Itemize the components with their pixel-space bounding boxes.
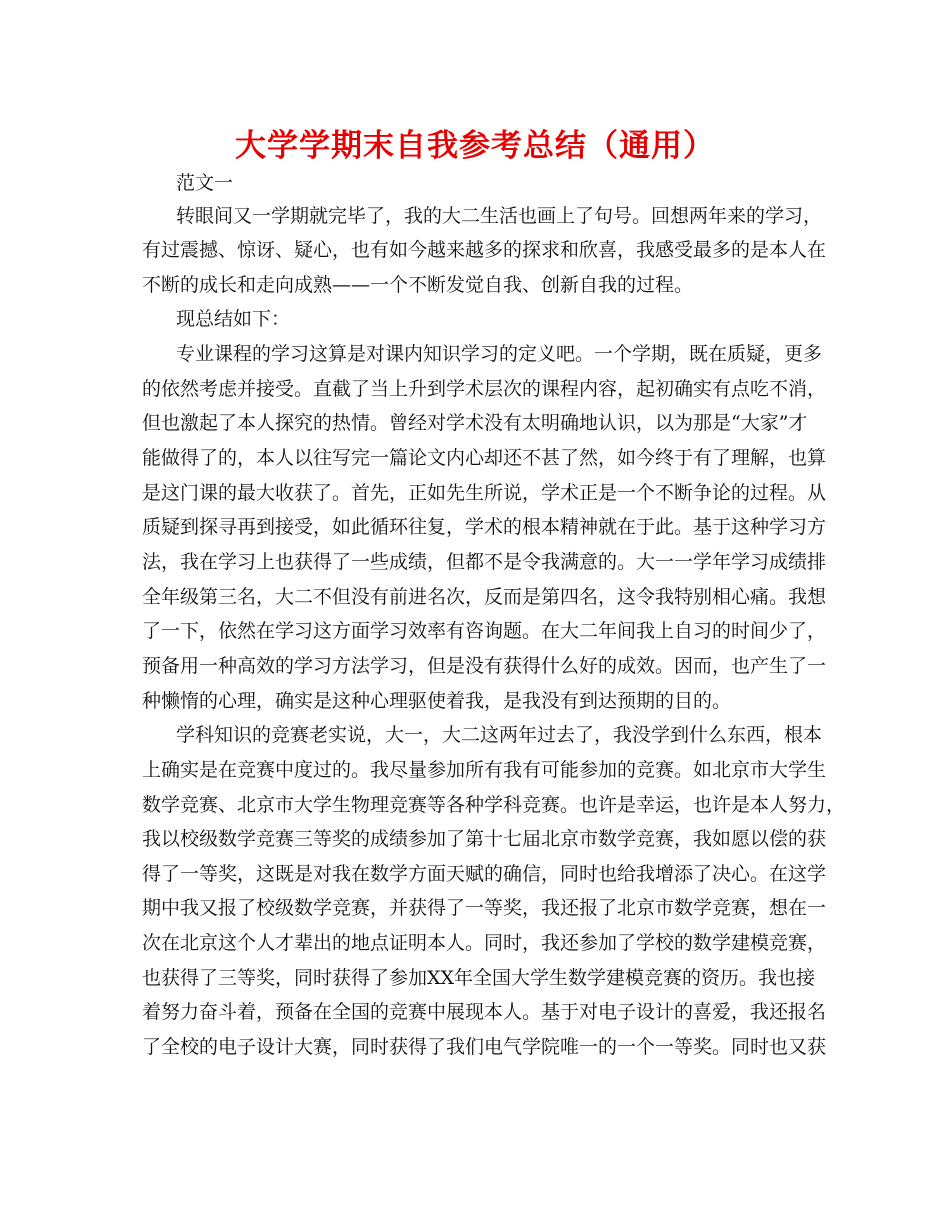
text-line: 质疑到探寻再到接受，如此循环往复，学术的根本精神就在于此。基于这种学习方 [142,516,827,538]
text-line: 种懒惰的心理，确实是这种心理驱使着我，是我没有到达预期的目的。 [142,690,732,712]
text-line: 了全校的电子设计大赛，同时获得了我们电气学院唯一的一个一等奖。同时也又获 [142,1036,827,1058]
text-line: 有过震撼、惊讶、疑心，也有如今越来越多的探求和欣喜，我感受最多的是本人在 [142,239,827,261]
text-line: 全年级第三名，大二不但没有前进名次，反而是第四名，这令我特别相心痛。我想 [142,586,827,608]
text-line: 着努力奋斗着，预备在全国的竞赛中展现本人。基于对电子设计的喜爱，我还报名 [142,1001,827,1023]
text-line: 专业课程的学习这算是对课内知识学习的定义吧。一个学期，既在质疑，更多 [176,343,823,365]
text-line: 期中我又报了校级数学竞赛，并获得了一等奖，我还报了北京市数学竞赛，想在一 [142,897,827,919]
text-line: 上确实是在竞赛中度过的。我尽量参加所有我有可能参加的竞赛。如北京市大学生 [142,759,827,781]
text-line: 范文一 [176,172,234,194]
text-line: 是这门课的最大收获了。首先，正如先生所说，学术正是一个不断争论的过程。从 [142,482,827,504]
text-line: 得了一等奖，这既是对我在数学方面天赋的确信，同时也给我增添了决心。在这学 [142,863,827,885]
text-line: 法，我在学习上也获得了一些成绩，但都不是令我满意的。大一一学年学习成绩排 [142,551,827,573]
text-line: 的依然考虑并接受。直截了当上升到学术层次的课程内容，起初确实有点吃不消， [142,378,827,400]
document-title: 大学学期末自我参考总结（通用） [235,128,715,164]
text-line: 次在北京这个人才辈出的地点证明本人。同时，我还参加了学校的数学建模竞赛， [142,932,827,954]
text-line: 学科知识的竞赛老实说，大一，大二这两年过去了，我没学到什么东西，根本 [176,724,823,746]
text-line: 但也激起了本人探究的热情。曾经对学术没有太明确地认识，以为那是“大家”才 [142,412,808,434]
text-line: 数学竞赛、北京市大学生物理竞赛等各种学科竞赛。也许是幸运，也许是本人努力， [142,794,846,816]
text-line: 我以校级数学竞赛三等奖的成绩参加了第十七届北京市数学竞赛，我如愿以偿的获 [142,828,827,850]
text-line: 转眼间又一学期就完毕了，我的大二生活也画上了句号。回想两年来的学习， [176,205,823,227]
text-line: 了一下，依然在学习这方面学习效率有咨询题。在大二年间我上自习的时间少了， [142,620,827,642]
text-line: 不断的成长和走向成熟——一个不断发觉自我、创新自我的过程。 [142,274,694,296]
text-line: 也获得了三等奖，同时获得了参加XX年全国大学生数学建模竞赛的资历。我也接 [142,967,816,989]
text-line: 现总结如下： [176,308,291,330]
text-line: 预备用一种高效的学习方法学习，但是没有获得什么好的成效。因而，也产生了一 [142,655,827,677]
text-line: 能做得了的，本人以往写完一篇论文内心却还不甚了然，如今终于有了理解，也算 [142,447,827,469]
